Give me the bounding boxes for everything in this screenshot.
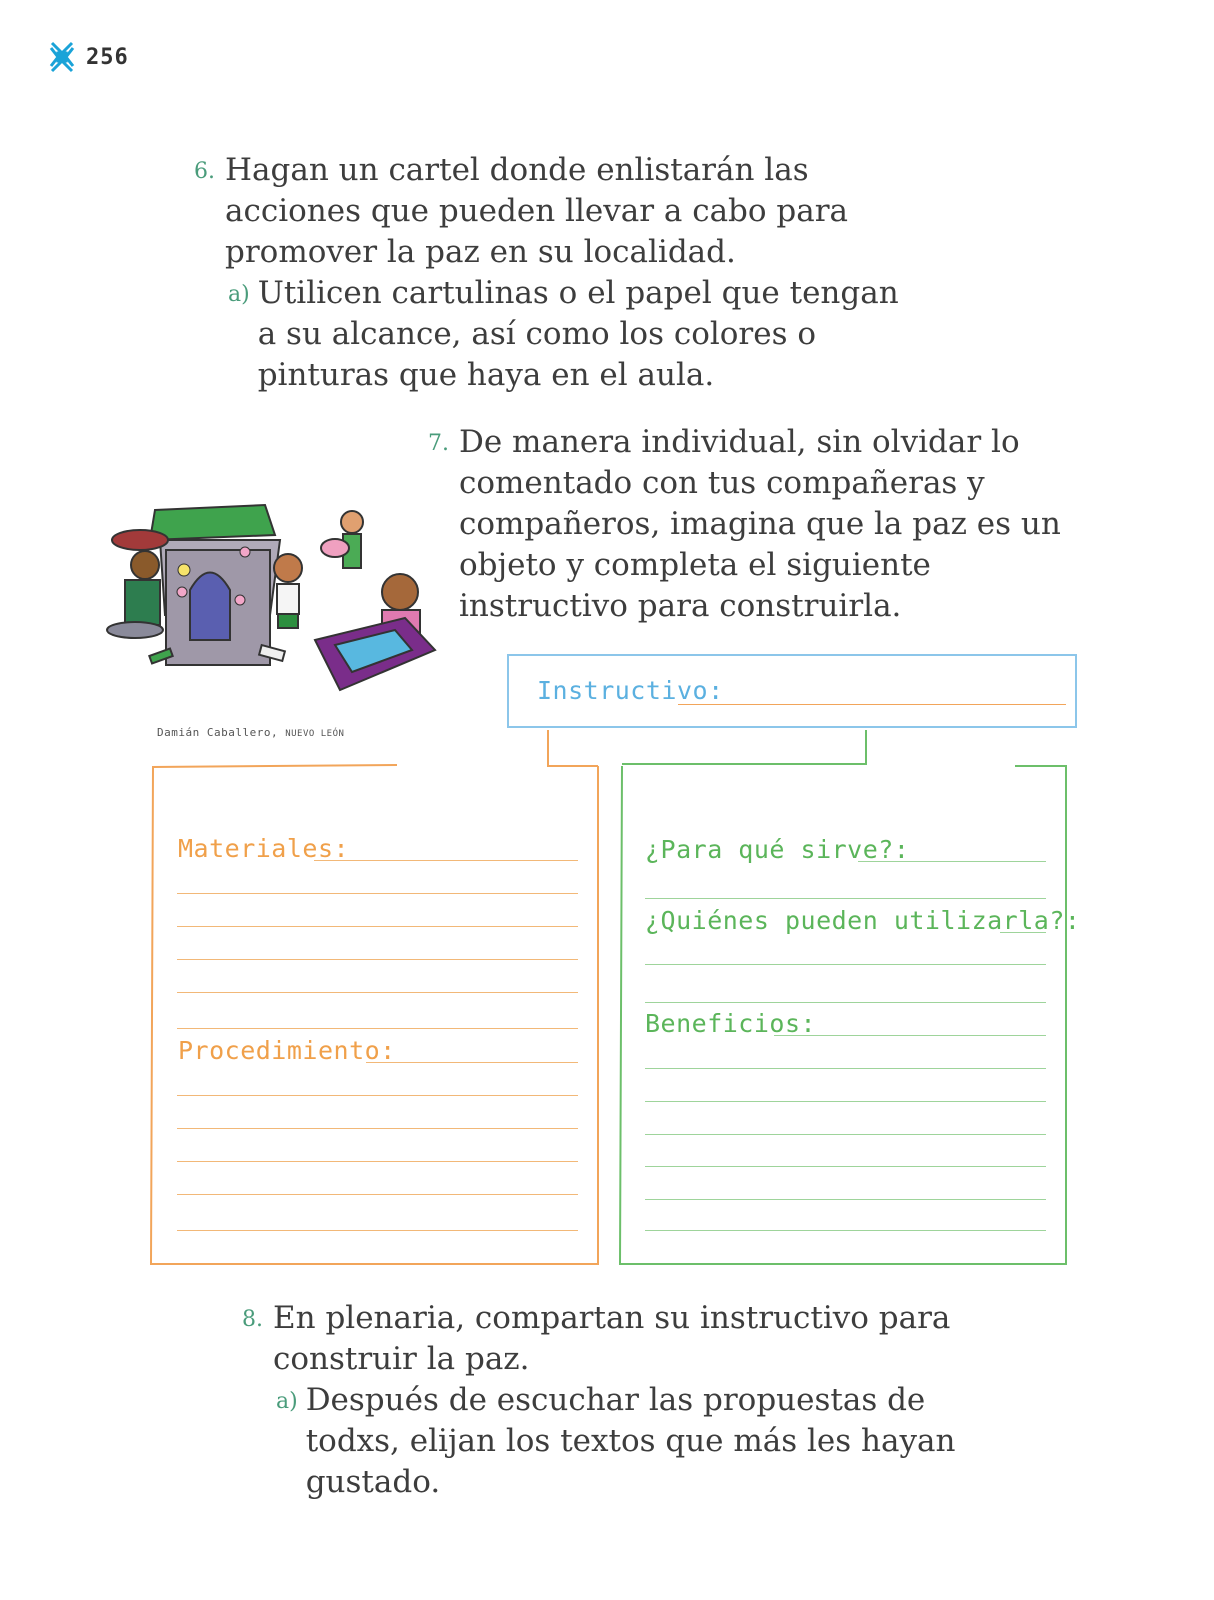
write-line[interactable] xyxy=(645,964,1046,965)
sub-item-letter: a) xyxy=(228,282,250,307)
write-line[interactable] xyxy=(645,1002,1046,1003)
activity-text: Hagan un cartel donde enlistarán las acciones que pueden llevar a cabo para promover la paz en su localidad. xyxy=(225,152,849,270)
activity-number: 8. xyxy=(242,1307,263,1332)
write-line[interactable] xyxy=(645,1230,1046,1231)
activity-8 xyxy=(242,1298,1002,1503)
beneficios-label: Beneficios: xyxy=(645,1009,817,1038)
sub-item-letter: a) xyxy=(276,1389,298,1414)
sub-item-text: Después de escuchar las propuestas de todxs, elijan los textos que más les hayan gustado. xyxy=(305,1382,956,1500)
procedimiento-label: Procedimiento: xyxy=(178,1036,396,1065)
para-que-sirve-label: ¿Para qué sirve?: xyxy=(645,835,910,864)
caption-state: NUEVO LEÓN xyxy=(285,729,345,739)
activity-text: De manera individual, sin olvidar lo comentado con tus compañeras y compañeros, imagina que la paz es un objeto y completa el siguiente instructivo para construirla. xyxy=(459,424,1061,624)
write-line[interactable] xyxy=(1000,932,1046,933)
materiales-label: Materiales: xyxy=(178,834,350,863)
write-line[interactable] xyxy=(858,861,1046,862)
write-line[interactable] xyxy=(645,898,1046,899)
instructivo-label: Instructivo: xyxy=(537,676,724,705)
sub-item-text: Utilicen cartulinas o el papel que tengan a su alcance, así como los colores o pinturas que haya en el aula. xyxy=(257,275,899,393)
write-line[interactable] xyxy=(774,1035,1046,1036)
activity-text: En plenaria, compartan su instructivo para construir la paz. xyxy=(273,1300,951,1377)
write-line[interactable] xyxy=(645,1068,1046,1069)
write-line[interactable] xyxy=(645,1166,1046,1167)
write-line[interactable] xyxy=(645,1101,1046,1102)
quienes-pueden-label: ¿Quiénes pueden utilizarla?: xyxy=(645,906,1081,935)
write-line[interactable] xyxy=(645,1134,1046,1135)
activity-number: 7. xyxy=(428,431,449,456)
page-number: 256 xyxy=(86,44,129,70)
write-line[interactable] xyxy=(645,1199,1046,1200)
caption-author: Damián Caballero, xyxy=(157,726,279,739)
activity-number: 6. xyxy=(194,159,215,184)
